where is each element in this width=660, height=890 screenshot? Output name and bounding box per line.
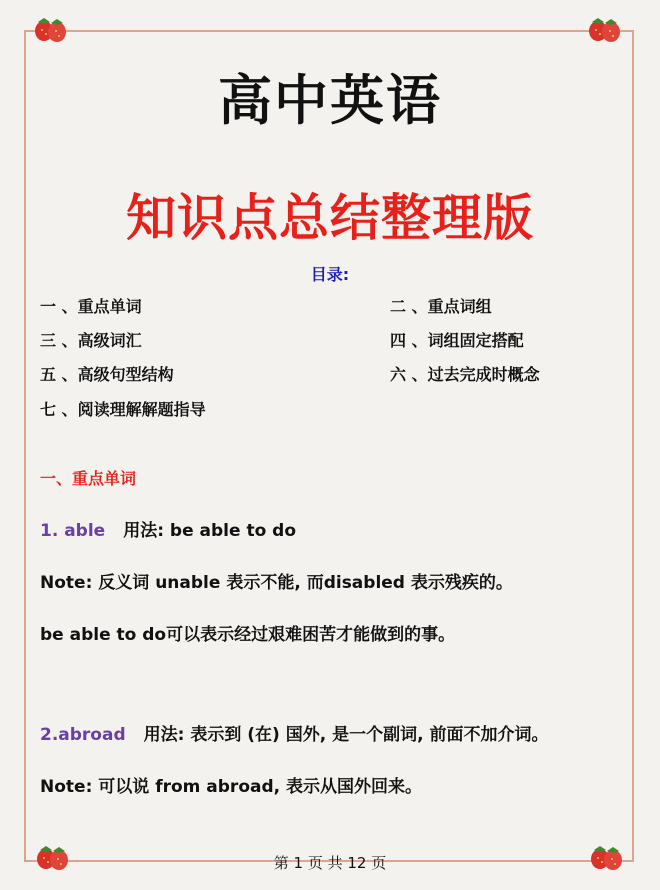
- page-subtitle: 知识点总结整理版: [126, 189, 534, 247]
- entry-word: 1. able: [40, 521, 106, 541]
- toc-item: 五 、高级句型结构: [40, 365, 174, 384]
- toc-item: 二 、重点词组: [390, 297, 492, 316]
- section-heading: 一、重点单词: [40, 469, 137, 488]
- toc-item: 三 、高级词汇: [40, 331, 142, 350]
- entry-line: [40, 720, 549, 745]
- entry-note: be able to do可以表示经过艰难困苦才能做到的事。: [40, 625, 456, 645]
- strawberry-icon: [32, 14, 68, 44]
- entry-line: [40, 516, 296, 541]
- entry-word: 2.abroad: [40, 725, 126, 745]
- toc-item: 六 、过去完成时概念: [390, 365, 540, 384]
- strawberry-icon: [586, 14, 622, 44]
- entry-usage: 用法: 表示到 (在) 国外, 是一个副词, 前面不加介词。: [143, 725, 549, 745]
- entry-note: Note: 可以说 from abroad, 表示从国外回来。: [40, 777, 423, 797]
- toc-item: 一 、重点单词: [40, 297, 142, 316]
- toc-heading: 目录:: [310, 265, 350, 284]
- page-number: 第 1 页 共 12 页: [273, 854, 387, 872]
- toc-item: 七 、阅读理解解题指导: [40, 400, 206, 419]
- entry-usage: 用法: be able to do: [123, 521, 297, 541]
- page-title: 高中英语: [218, 69, 442, 132]
- entry-note: Note: 反义词 unable 表示不能, 而disabled 表示残疾的。: [40, 573, 513, 593]
- toc-item: 四 、词组固定搭配: [390, 331, 524, 350]
